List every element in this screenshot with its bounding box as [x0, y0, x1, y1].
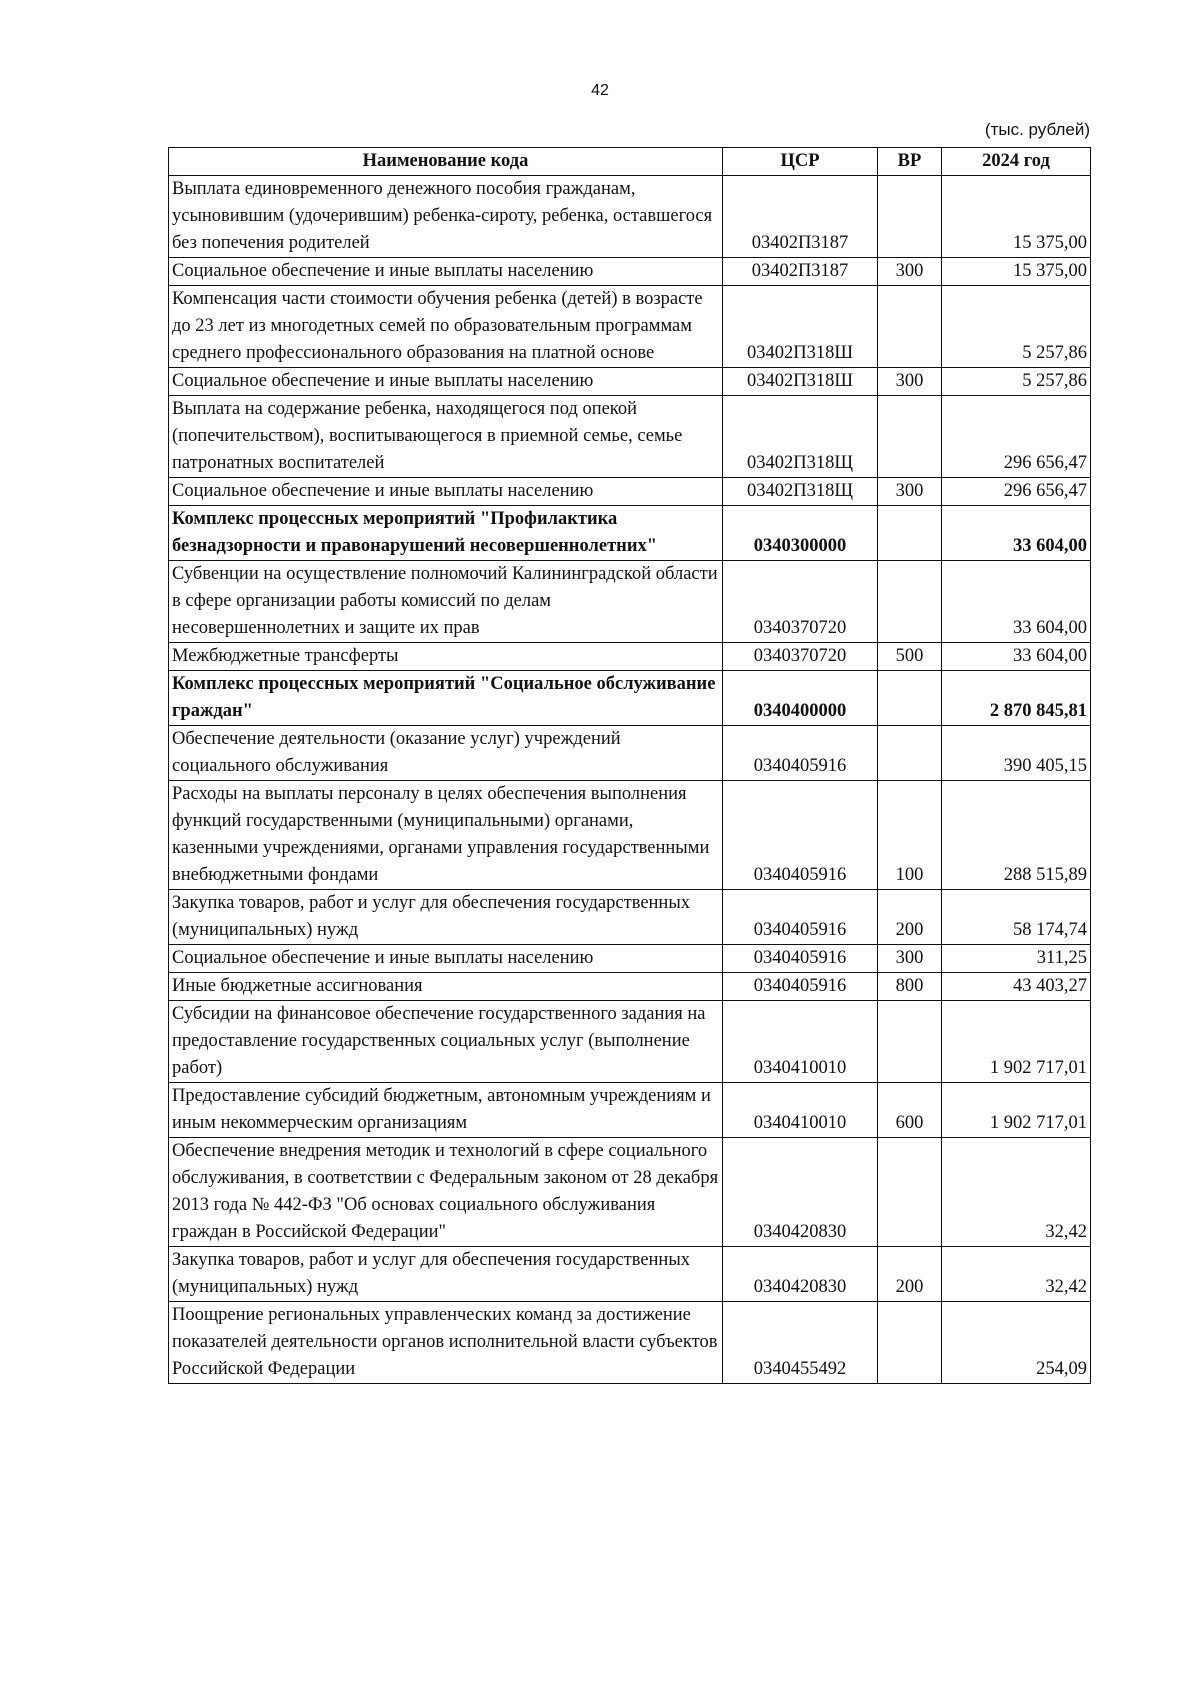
cell-amount: 5 257,86: [942, 286, 1091, 368]
table-row: [169, 1302, 1091, 1384]
header-vr: ВР: [878, 148, 942, 176]
cell-name: Субвенции на осуществление полномочий Калининградской области в сфере организации работы комиссий по делам несовершеннолетних и защите их прав: [169, 561, 723, 643]
cell-csr: 0340370720: [723, 643, 878, 671]
cell-name: Социальное обеспечение и иные выплаты населению: [169, 368, 723, 396]
cell-amount: 58 174,74: [942, 890, 1091, 945]
table-row: [169, 396, 1091, 478]
table-row: [169, 258, 1091, 286]
cell-name: Поощрение региональных управленческих команд за достижение показателей деятельности органов исполнительной власти субъектов Российской Федерации: [169, 1302, 723, 1384]
cell-name: Выплата единовременного денежного пособия гражданам, усыновившим (удочерившим) ребенка-сироту, ребенка, оставшегося без попечения родителей: [169, 176, 723, 258]
table-row: [169, 643, 1091, 671]
cell-vr: 600: [878, 1083, 942, 1138]
cell-name: Иные бюджетные ассигнования: [169, 973, 723, 1001]
cell-amount: 15 375,00: [942, 176, 1091, 258]
table-row: [169, 671, 1091, 726]
table-header-row: [169, 148, 1091, 176]
cell-name: Социальное обеспечение и иные выплаты населению: [169, 945, 723, 973]
cell-name: Обеспечение внедрения методик и технологий в сфере социального обслуживания, в соответствии с Федеральным законом от 28 декабря 2013 года № 442-ФЗ "Об основах социального обслуживания граждан в Российской Федерации": [169, 1138, 723, 1247]
cell-vr: 800: [878, 973, 942, 1001]
cell-vr: 300: [878, 368, 942, 396]
table-row: [169, 478, 1091, 506]
cell-name: Закупка товаров, работ и услуг для обеспечения государственных (муниципальных) нужд: [169, 1247, 723, 1302]
cell-name: Выплата на содержание ребенка, находящегося под опекой (попечительством), воспитывающегося в приемной семье, семье патронатных воспитателей: [169, 396, 723, 478]
table-row: [169, 561, 1091, 643]
cell-amount: 33 604,00: [942, 506, 1091, 561]
cell-amount: 254,09: [942, 1302, 1091, 1384]
table-row: [169, 176, 1091, 258]
header-csr: ЦСР: [723, 148, 878, 176]
cell-vr: 500: [878, 643, 942, 671]
cell-amount: 2 870 845,81: [942, 671, 1091, 726]
cell-amount: 1 902 717,01: [942, 1083, 1091, 1138]
cell-amount: 296 656,47: [942, 478, 1091, 506]
cell-csr: 03402П318Щ: [723, 396, 878, 478]
budget-table: [168, 147, 1091, 1384]
cell-vr: [878, 726, 942, 781]
cell-csr: 03402П318Ш: [723, 286, 878, 368]
cell-csr: 0340300000: [723, 506, 878, 561]
cell-amount: 288 515,89: [942, 781, 1091, 890]
cell-amount: 32,42: [942, 1138, 1091, 1247]
cell-vr: [878, 176, 942, 258]
cell-amount: 33 604,00: [942, 643, 1091, 671]
table-row: [169, 1001, 1091, 1083]
cell-csr: 03402П318Ш: [723, 368, 878, 396]
table-row: [169, 506, 1091, 561]
cell-vr: [878, 1001, 942, 1083]
cell-amount: 390 405,15: [942, 726, 1091, 781]
cell-vr: [878, 671, 942, 726]
cell-csr: 0340405916: [723, 945, 878, 973]
cell-vr: 300: [878, 478, 942, 506]
cell-csr: 03402П318Щ: [723, 478, 878, 506]
cell-vr: 100: [878, 781, 942, 890]
table-row: [169, 890, 1091, 945]
table-row: [169, 1247, 1091, 1302]
table-row: [169, 1138, 1091, 1247]
cell-name: Комплекс процессных мероприятий "Социальное обслуживание граждан": [169, 671, 723, 726]
table-row: [169, 286, 1091, 368]
table-row: [169, 973, 1091, 1001]
cell-csr: 0340420830: [723, 1247, 878, 1302]
cell-csr: 0340455492: [723, 1302, 878, 1384]
table-row: [169, 945, 1091, 973]
cell-vr: [878, 561, 942, 643]
cell-vr: 200: [878, 1247, 942, 1302]
cell-name: Компенсация части стоимости обучения ребенка (детей) в возрасте до 23 лет из многодетных семей по образовательным программам среднего профессионального образования на платной основе: [169, 286, 723, 368]
cell-csr: 0340410010: [723, 1001, 878, 1083]
page-number: 42: [591, 82, 609, 99]
units-label: (тыс. рублей): [984, 120, 1090, 139]
table-row: [169, 1083, 1091, 1138]
cell-vr: 300: [878, 945, 942, 973]
cell-amount: 311,25: [942, 945, 1091, 973]
cell-csr: 0340410010: [723, 1083, 878, 1138]
cell-amount: 5 257,86: [942, 368, 1091, 396]
cell-name: Обеспечение деятельности (оказание услуг) учреждений социального обслуживания: [169, 726, 723, 781]
cell-csr: 0340405916: [723, 890, 878, 945]
cell-amount: 32,42: [942, 1247, 1091, 1302]
cell-csr: 0340405916: [723, 973, 878, 1001]
cell-vr: [878, 1302, 942, 1384]
cell-csr: 0340420830: [723, 1138, 878, 1247]
cell-amount: 15 375,00: [942, 258, 1091, 286]
table-row: [169, 781, 1091, 890]
table-row: [169, 368, 1091, 396]
cell-name: Социальное обеспечение и иные выплаты населению: [169, 258, 723, 286]
cell-csr: 0340405916: [723, 781, 878, 890]
cell-csr: 0340370720: [723, 561, 878, 643]
cell-amount: 43 403,27: [942, 973, 1091, 1001]
cell-name: Межбюджетные трансферты: [169, 643, 723, 671]
cell-name: Субсидии на финансовое обеспечение государственного задания на предоставление государственных социальных услуг (выполнение работ): [169, 1001, 723, 1083]
cell-name: Комплекс процессных мероприятий "Профилактика безнадзорности и правонарушений несовершеннолетних": [169, 506, 723, 561]
cell-vr: [878, 506, 942, 561]
cell-csr: 03402П3187: [723, 258, 878, 286]
cell-csr: 03402П3187: [723, 176, 878, 258]
cell-vr: 300: [878, 258, 942, 286]
cell-csr: 0340400000: [723, 671, 878, 726]
cell-name: Социальное обеспечение и иные выплаты населению: [169, 478, 723, 506]
cell-vr: 200: [878, 890, 942, 945]
cell-name: Закупка товаров, работ и услуг для обеспечения государственных (муниципальных) нужд: [169, 890, 723, 945]
cell-name: Расходы на выплаты персоналу в целях обеспечения выполнения функций государственными (муниципальными) органами, казенными учреждениями, органами управления государственными внебюджетными фондами: [169, 781, 723, 890]
cell-amount: 1 902 717,01: [942, 1001, 1091, 1083]
header-year: 2024 год: [942, 148, 1091, 176]
header-name: Наименование кода: [169, 148, 723, 176]
cell-vr: [878, 396, 942, 478]
cell-name: Предоставление субсидий бюджетным, автономным учреждениям и иным некоммерческим организациям: [169, 1083, 723, 1138]
cell-vr: [878, 1138, 942, 1247]
cell-amount: 296 656,47: [942, 396, 1091, 478]
cell-csr: 0340405916: [723, 726, 878, 781]
cell-amount: 33 604,00: [942, 561, 1091, 643]
cell-vr: [878, 286, 942, 368]
table-row: [169, 726, 1091, 781]
